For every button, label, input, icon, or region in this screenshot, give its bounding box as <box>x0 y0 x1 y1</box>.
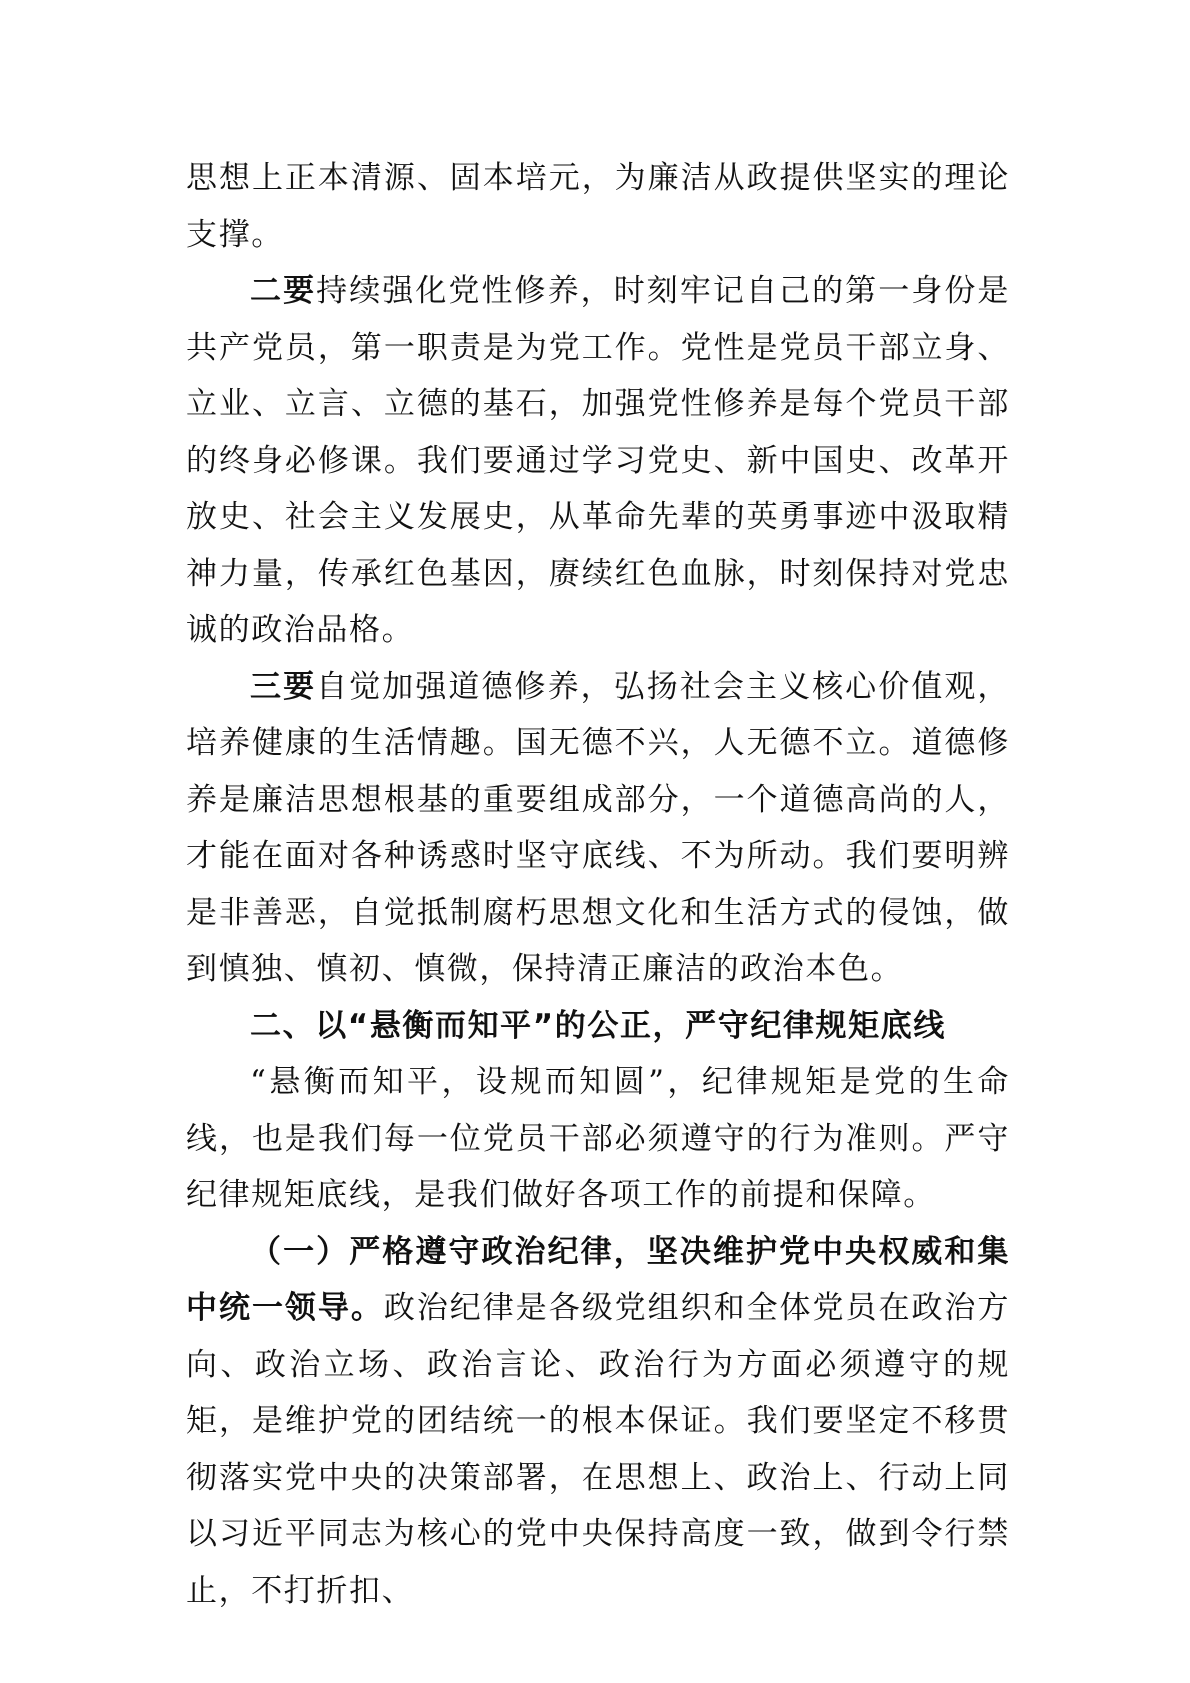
section-heading-2: 二、以“悬衡而知平”的公正，严守纪律规矩底线 <box>250 1007 946 1044</box>
paragraph-4-text: “悬衡而知平，设规而知圆”，纪律规矩是党的生命线，也是我们每一位党员干部必须遵守的行为准则。严守纪律规矩底线，是我们做好各项工作的前提和保障。 <box>186 1064 1010 1213</box>
paragraph-3-text: 自觉加强道德修养，弘扬社会主义核心价值观，培养健康的生活情趣。国无德不兴，人无德不立。道德修养是廉洁思想根基的重要组成部分，一个道德高尚的人，才能在面对各种诱惑时坚守底线、不为所动。我们要明辨是非善恶，自觉抵制腐朽思想文化和生活方式的侵蚀，做到慎独、慎初、慎微，保持清正廉洁的政治本色。 <box>186 668 1010 987</box>
document-body <box>186 150 1010 1619</box>
paragraph-5-text: 政治纪律是各级党组织和全体党员在政治方向、政治立场、政治言论、政治行为方面必须遵守的规矩，是维护党的团结统一的根本保证。我们要坚定不移贯彻落实党中央的决策部署，在思想上、政治上、行动上同以习近平同志为核心的党中央保持高度一致，做到令行禁止，不打折扣、 <box>186 1290 1010 1609</box>
paragraph-2 <box>186 263 1010 659</box>
paragraph-1-text: 思想上正本清源、固本培元，为廉洁从政提供坚实的理论支撑。 <box>186 160 1010 253</box>
paragraph-2-text: 持续强化党性修养，时刻牢记自己的第一身份是共产党员，第一职责是为党工作。党性是党员干部立身、立业、立言、立德的基石，加强党性修养是每个党员干部的终身必修课。我们要通过学习党史、新中国史、改革开放史、社会主义发展史，从革命先辈的英勇事迹中汲取精神力量，传承红色基因，赓续红色血脉，时刻保持对党忠诚的政治品格。 <box>186 273 1010 648</box>
paragraph-5 <box>186 1224 1010 1620</box>
paragraph-3-lead: 三要 <box>250 668 317 705</box>
paragraph-2-lead: 二要 <box>250 273 317 309</box>
paragraph-3 <box>186 659 1010 998</box>
paragraph-1 <box>186 150 1010 263</box>
paragraph-5-lead: （一）严格遵守政治纪律，坚决维护党中央权威和集中统一领导。 <box>186 1233 1010 1326</box>
paragraph-4 <box>186 1054 1010 1224</box>
